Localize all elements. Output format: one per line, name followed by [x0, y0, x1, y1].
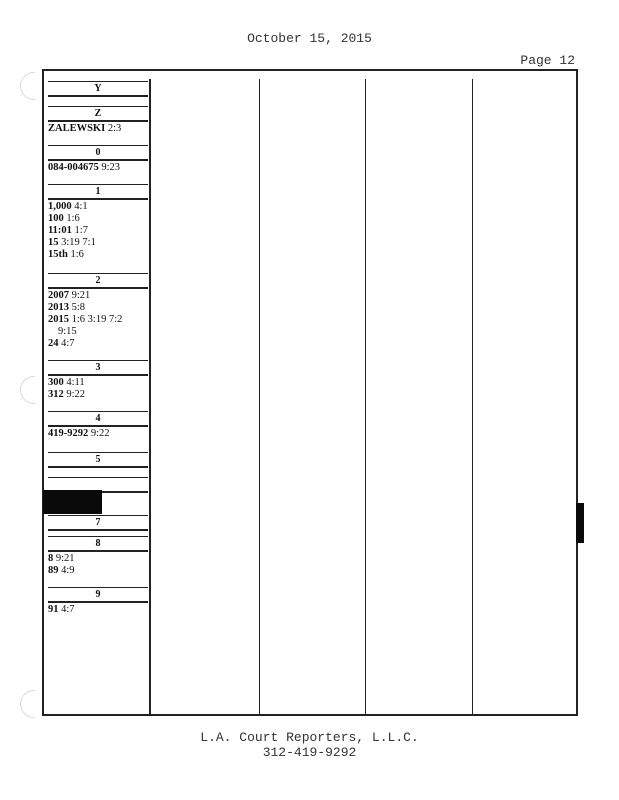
- binder-hole: [20, 690, 35, 718]
- index-entry: 2007 9:21: [48, 290, 91, 301]
- index-section-9: [48, 587, 148, 616]
- column-divider: [472, 79, 473, 714]
- index-section-y: [48, 81, 148, 97]
- page-number: Page 12: [520, 53, 575, 68]
- section-letter: 9: [48, 587, 148, 603]
- column-divider: [259, 79, 260, 714]
- word-index-column: [48, 79, 148, 616]
- section-letter: 1: [48, 184, 148, 200]
- index-entry: 2015 1:6 3:19 7:2: [48, 314, 123, 325]
- section-letter: Y: [48, 81, 148, 97]
- section-letter: Z: [48, 106, 148, 122]
- index-page-frame: [42, 69, 578, 716]
- section-letter: 0: [48, 145, 148, 161]
- section-letter: 2: [48, 273, 148, 289]
- section-letter: 3: [48, 360, 148, 376]
- index-entry: 24 4:7: [48, 338, 75, 349]
- index-section-1: [48, 184, 148, 261]
- index-entry: 312 9:22: [48, 389, 86, 400]
- index-entry: ZALEWSKI 2:3: [48, 123, 122, 134]
- index-section-8: [48, 536, 148, 577]
- index-entry: 11:01 1:7: [48, 225, 88, 236]
- section-letter: 5: [48, 452, 148, 468]
- index-entry: 15th 1:6: [48, 249, 84, 260]
- index-entry: 300 4:11: [48, 377, 85, 388]
- column-divider: [149, 79, 151, 714]
- header-date: October 15, 2015: [247, 31, 372, 46]
- column-divider: [365, 79, 366, 714]
- index-section-4: [48, 411, 148, 440]
- index-entry: 419-9292 9:22: [48, 428, 110, 439]
- edge-tab-marker: [576, 503, 584, 543]
- index-section-7: [48, 515, 148, 531]
- index-entry: 91 4:7: [48, 604, 75, 615]
- index-section-5: [48, 452, 148, 468]
- index-entry: 15 3:19 7:1: [48, 237, 96, 248]
- index-entry: 100 1:6: [48, 213, 80, 224]
- index-section-z: [48, 106, 148, 135]
- index-section-0: [48, 145, 148, 174]
- index-entry: 2013 5:8: [48, 302, 86, 313]
- redaction-bar: [43, 490, 102, 514]
- index-entry: 1,000 4:1: [48, 201, 88, 212]
- index-entry: 8 9:21: [48, 553, 75, 564]
- section-letter: 7: [48, 515, 148, 531]
- index-entry: 084-004675 9:23: [48, 162, 121, 173]
- index-entry: 89 4:9: [48, 565, 75, 576]
- footer-company: L.A. Court Reporters, L.L.C.: [200, 730, 419, 745]
- section-letter: 4: [48, 411, 148, 427]
- footer-phone: 312-419-9292: [262, 745, 357, 760]
- section-letter: 8: [48, 536, 148, 552]
- index-section-2: [48, 273, 148, 350]
- index-section-3: [48, 360, 148, 401]
- binder-hole: [20, 376, 35, 404]
- binder-hole: [20, 72, 35, 100]
- index-entry-continuation: 9:15: [58, 326, 77, 337]
